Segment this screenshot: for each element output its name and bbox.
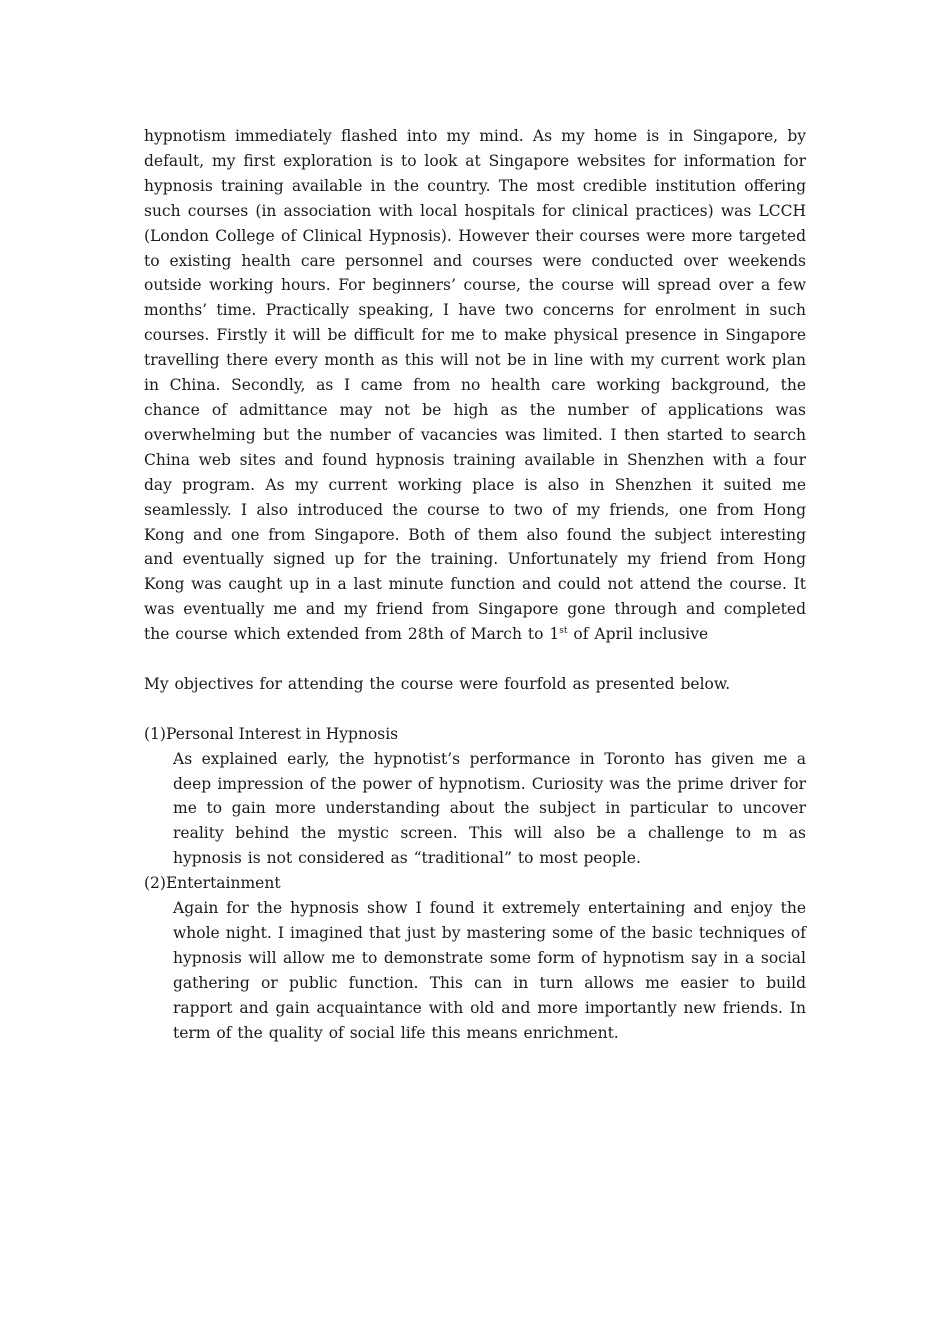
- objectives-list: [144, 722, 806, 1046]
- paragraph-spacer: [144, 647, 806, 672]
- list-item-heading: [144, 722, 806, 747]
- intro-superscript: st: [559, 626, 568, 637]
- list-item-title: Entertainment: [165, 874, 281, 893]
- list-item-number: (1): [144, 724, 166, 743]
- list-item: [144, 871, 806, 1045]
- paragraph-spacer: [144, 697, 806, 722]
- list-item-heading: [144, 871, 806, 896]
- objectives-paragraph: My objectives for attending the course were fourfold as presented below.: [144, 674, 731, 693]
- intro-paragraph-tail: of April inclusive: [567, 625, 709, 644]
- list-item-body: Again for the hypnosis show I found it extremely entertaining and enjoy the whole night. I imagined that just by mastering some of the basic techniques of hypnosis will allow me to demonstrate some form of hypnotism say in a social gathering or public function. This can in turn allows me easier to build rapport and gain acquaintance with old and more importantly new friends. In term of the quality of social life this means enrichment.: [173, 899, 806, 1042]
- intro-paragraph: [144, 124, 806, 647]
- document-page: [144, 124, 806, 1046]
- intro-paragraph-text: hypnotism immediately flashed into my mind. As my home is in Singapore, by default, my first exploration is to look at Singapore websites for information for hypnosis training available in the country. The most credible institution offering such courses (in association with local hospitals for clinical practices) was LCCH (London College of Clinical Hypnosis). However their courses were more targeted to existing health care personnel and courses were conducted over weekends outside working hours. For beginners’ course, the course will spread over a few months’ time. Practically speaking, I have two concerns for enrolment in such courses. Firstly it will be difficult for me to make physical presence in Singapore travelling there every month as this will not be in line with my current work plan in China. Secondly, as I came from no health care working background, the chance of admittance may not be high as the number of applications was overwhelming but the number of vacancies was limited. I then started to search China web sites and found hypnosis training available in Shenzhen with a four day program. As my current working place is also in Shenzhen it suited me seamlessly. I also introduced the course to two of my friends, one from Hong Kong and one from Singapore. Both of them also found the subject interesting and eventually signed up for the training. Unfortunately my friend from Hong Kong was caught up in a last minute function and could not attend the course. It was eventually me and my friend from Singapore gone through and completed the course which extended from 28th of March to 1: [144, 127, 806, 644]
- list-item-body: As explained early, the hypnotist’s performance in Toronto has given me a deep impression of the power of hypnotism. Curiosity was the prime driver for me to gain more understanding about the subject in particular to uncover reality behind the mystic screen. This will also be a challenge to m as hypnosis is not considered as “traditional” to most people.: [173, 749, 806, 868]
- list-item-number: (2): [144, 874, 166, 893]
- list-item-title: Personal Interest in Hypnosis: [165, 724, 399, 743]
- list-item: [144, 722, 806, 871]
